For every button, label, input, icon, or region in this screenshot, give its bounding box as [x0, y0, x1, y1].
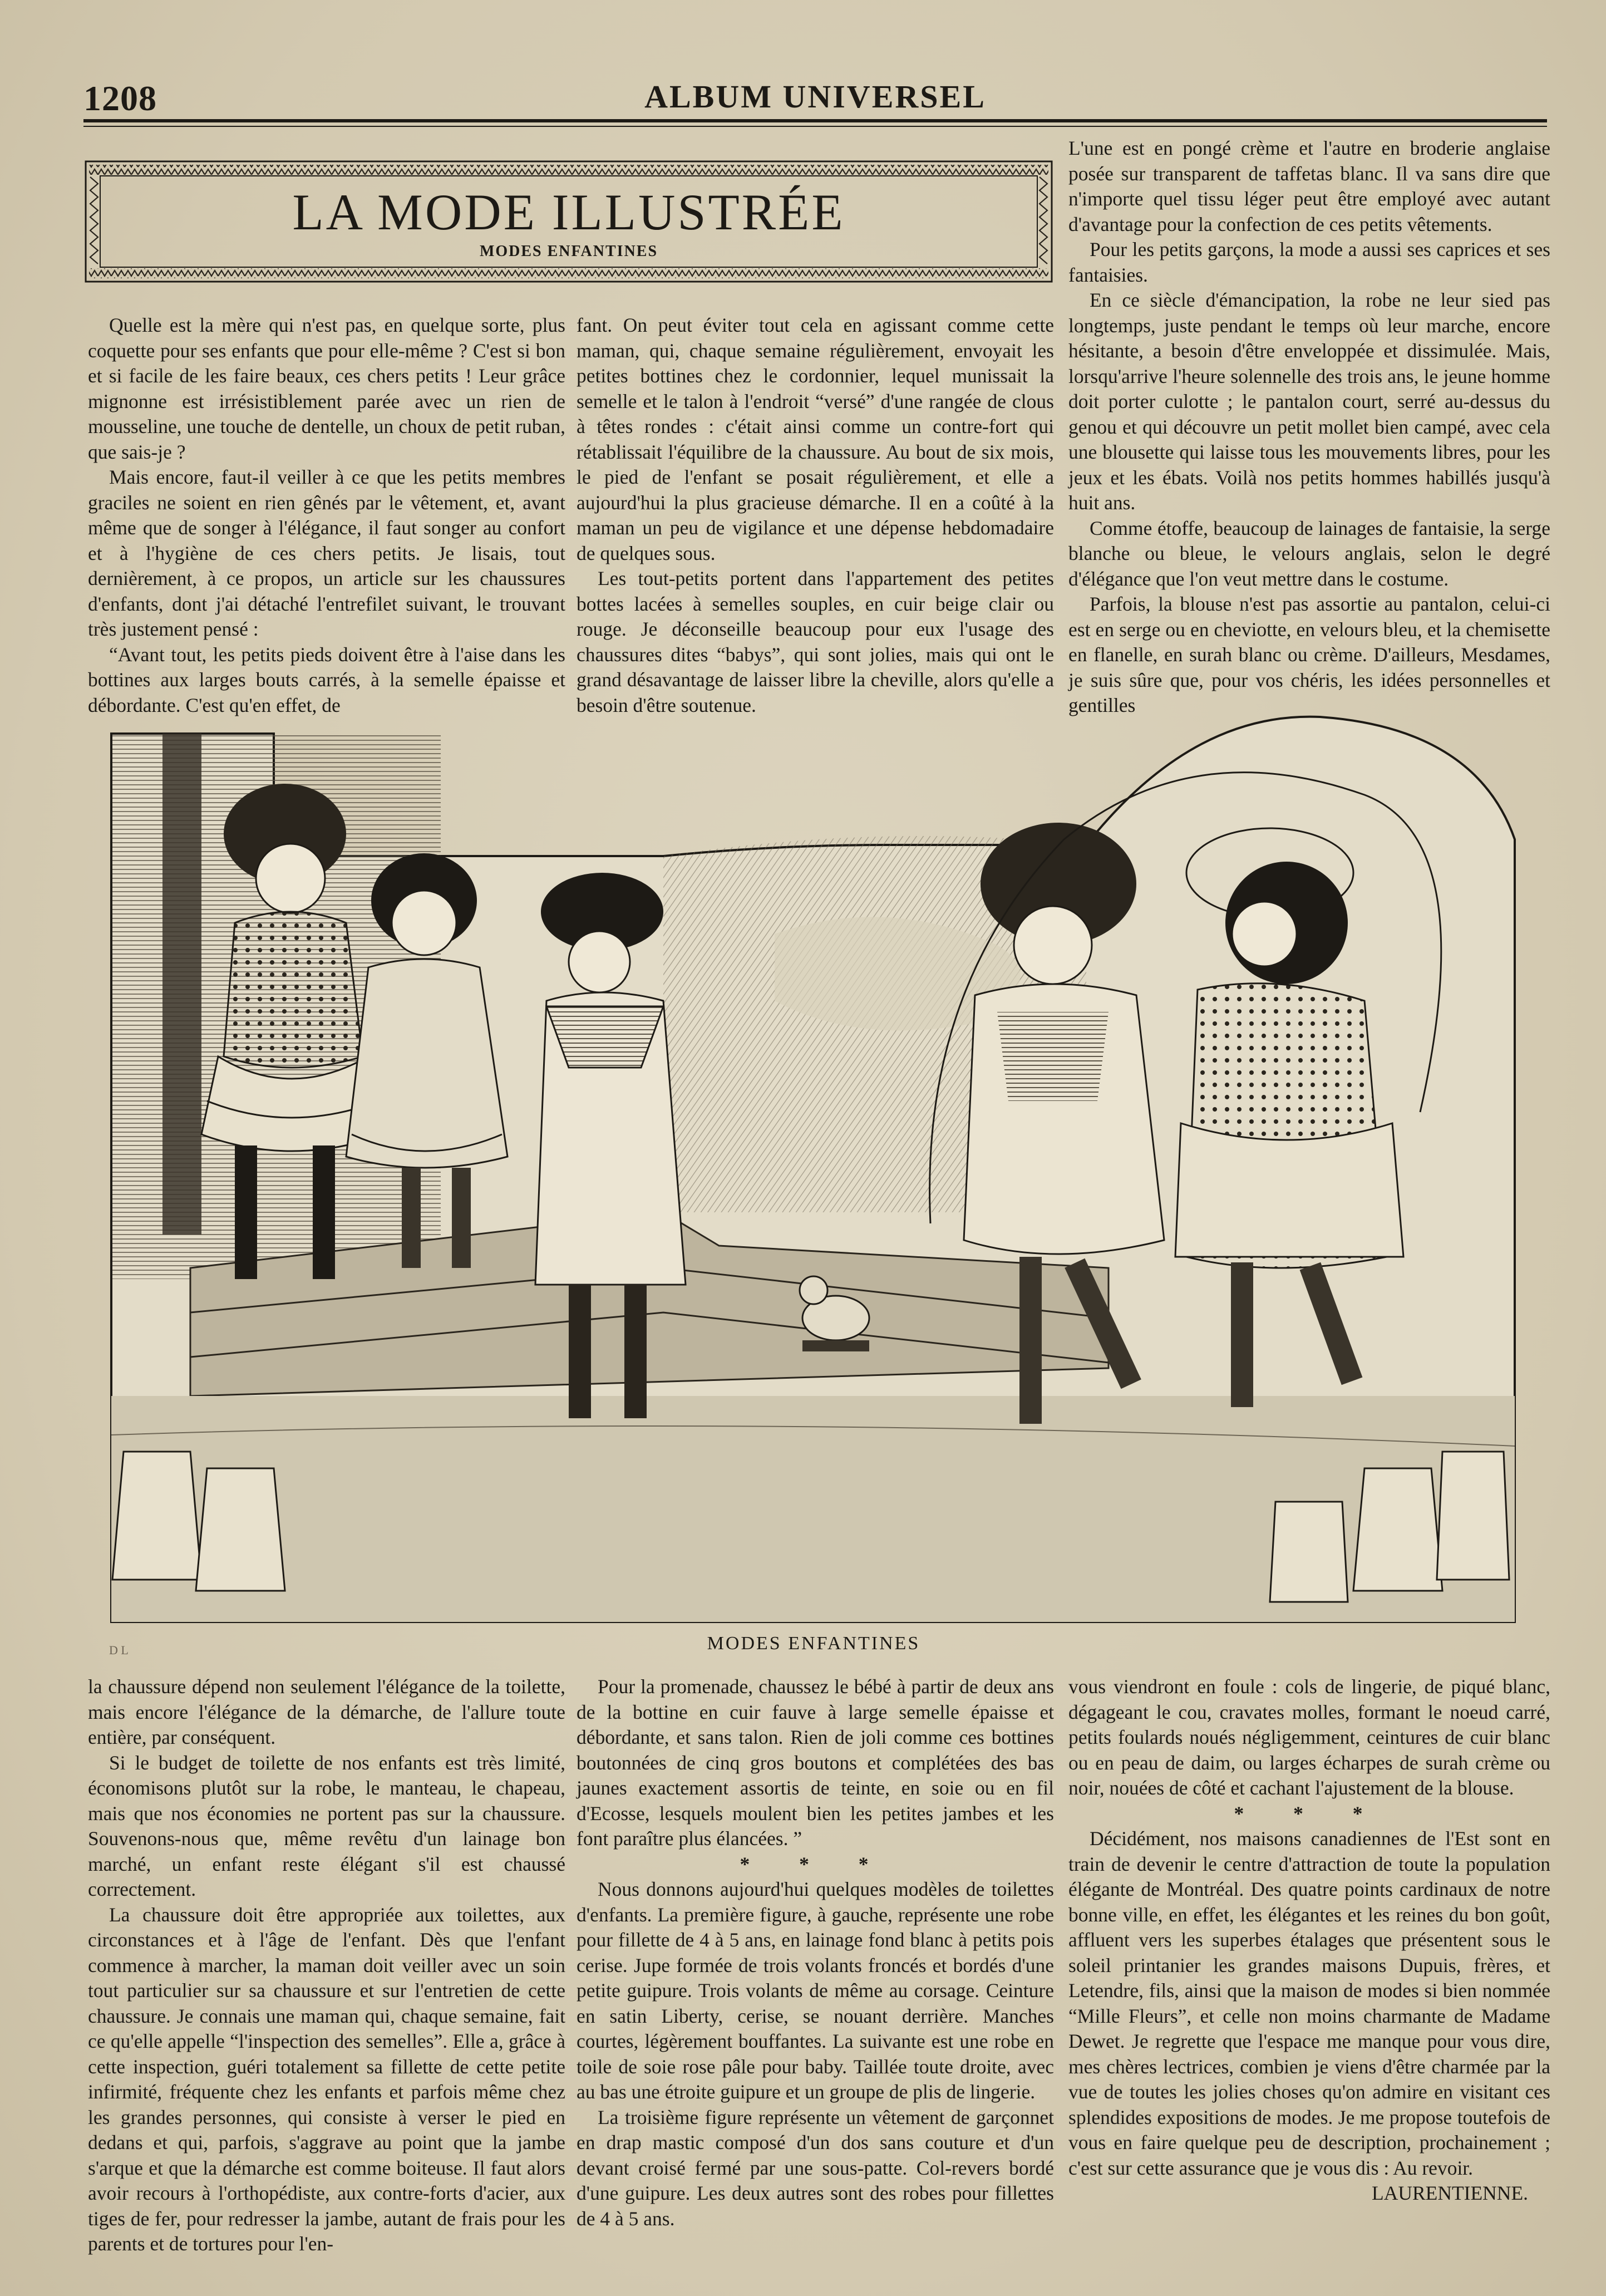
paragraph: En ce siècle d'émancipation, la robe ne leur sied pas longtemps, juste pendant le temps où leur marche, encore hésitante, a besoin d'être enveloppée et dissimulée. Mais, lorsqu'arrive l'heure solennelle des trois ans, le jeune homme doit porter culotte ; le pantalon court, serré au-dessus du genou et qui découvre un petit mollet bien campé, avec cela une blousette qui laisse tous les mouvements libres, pour les jeux et les ébats. Voilà nos petits hommes habillés jusqu'à huit ans.: [1068, 289, 1550, 514]
header-rule-thick: [83, 119, 1547, 122]
section-separator: * * *: [740, 1852, 891, 1875]
column-top-right: [1068, 136, 1550, 719]
article-title: LA MODE ILLUSTRÉE: [292, 184, 845, 240]
column-bottom-left: [88, 1674, 565, 2257]
paragraph: Nous donnons aujourd'hui quelques modèles de toilettes d'enfants. La première figure, à gauche, représente une robe pour fillette de 4 à 5 ans, en lainage fond blanc à petits pois cerise. Jupe formée de trois volants froncés et bordés d'une petite guipure. Trois volants de même au corsage. Ceinture en satin Liberty, cerise, se nouant derrière. Manches courtes, légèrement bouffantes. La suivante est une robe en toile de soie rose pâle pour baby. Taillée toute droite, avec au bas une étroite guipure et un groupe de plis de lingerie.: [577, 1878, 1054, 2103]
paragraph: L'une est en pongé crème et l'autre en broderie anglaise posée sur transparent de taffetas blanc. Il va sans dire que n'importe quel tissu léger peut être employé avec autant d'avantage pour la confection de ces petits vêtements.: [1068, 137, 1550, 235]
paragraph: La chaussure doit être appropriée aux toilettes, aux circonstances et à l'âge de l'enfant. Dès que l'enfant commence à marcher, la maman doit veiller avec un soin tout particulier sur sa chaussure et sur l'entretien de cette chaussure. Je connais une maman qui, chaque semaine, fait ce qu'elle appelle “l'inspection des semelles”. Elle a, grâce à cette inspection, guéri totalement sa fillette de cette petite infirmité, fréquente chez les enfants et parfois même chez les grandes personnes, qui consiste à verser le pied en dedans et qui, parfois, s'aggrave au point que la jambe s'arque et que la démarche est comme boiteuse. Il faut alors avoir recours à l'orthopédiste, aux contre-forts d'acier, aux tiges de fer, pour redresser la jambe, autant de frais pour les parents et de tortures pour l'en-: [88, 1903, 565, 2255]
paragraph: “Avant tout, les petits pieds doivent être à l'aise dans les bottines aux larges bouts carrés, à la semelle épaisse et débordante. C'est qu'en effet, de: [88, 643, 565, 716]
paragraph: La troisième figure représente un vêtement de garçonnet en drap mastic composé d'un dos sans couture et d'un devant croisé fermé par une sous-patte. Col-revers bordé d'une guipure. Les deux autres sont des robes pour fillettes de 4 à 5 ans.: [577, 2106, 1054, 2230]
paragraph: Si le budget de toilette de nos enfants est très limité, économisons plutôt sur la robe, le manteau, le chapeau, mais que nos économies ne portent pas sur la chaussure. Souvenons-nous que, même revêtu d'un lainage bon marché, un enfant reste élégant s'il est chaussé correctement.: [88, 1751, 565, 1900]
article-subtitle: MODES ENFANTINES: [479, 243, 658, 260]
article-title-box: [85, 160, 1053, 283]
paragraph: fant. On peut éviter tout cela en agissant comme cette maman, qui, chaque semaine régulièrement, envoyait les petites bottines chez le cordonnier, lequel munissait la semelle et le talon à l'endroit “versé” d'une rangée de clous à têtes rondes : c'était ainsi comme un contre-fort qui rétablissait l'équilibre de la chaussure. Au bout de six mois, le pied de l'enfant se posait régulièrement, et elle a aujourd'hui la plus gracieuse démarche. Il en a coûté à la maman un peu de vigilance et une dépense hebdomadaire de quelques sous.: [577, 314, 1054, 564]
page-header: [83, 78, 1547, 122]
paragraph: Parfois, la blouse n'est pas assortie au pantalon, celui-ci est en serge ou en cheviotte, en velours bleu, et la chemisette en flanelle, en surah blanc ou crème. D'ailleurs, Mesdames, je suis sûre que, pour vos chéris, les idées personnelles et gentilles: [1068, 593, 1550, 716]
paragraph: Mais encore, faut-il veiller à ce que les petits membres graciles ne soient en rien gênés par le vêtement, et, avant même que de songer à l'élégance, il faut songer au confort et à l'hygiène de ces chers petits. Je lisais, tout dernièrement, à ce propos, un article sur les chaussures d'enfants, dont j'ai détaché l'entrefilet suivant, le trouvant très justement pensé :: [88, 466, 565, 640]
fashion-illustration: [107, 711, 1520, 1625]
author-signature: LAURENTIENNE.: [1372, 2182, 1528, 2204]
column-top-middle: [577, 313, 1054, 718]
journal-title: ALBUM UNIVERSEL: [644, 78, 986, 115]
paragraph: Les tout-petits portent dans l'appartement des petites bottes lacées à semelles souples, en cuir beige clair ou rouge. Je déconseille beaucoup pour eux l'usage des chaussures dites “babys”, qui sont jolies, mais qui ont le grand désavantage de laisser libre la cheville, alors qu'elle a besoin d'être soutenue.: [577, 567, 1054, 716]
children-fashion-engraving: [107, 711, 1520, 1625]
paragraph: Pour la promenade, chaussez le bébé à partir de deux ans de la bottine en cuir fauve à large semelle épaisse et débordante, et sans talon. Rien de joli comme ces bottines boutonnées de cinq gros boutons et complétées des bas jaunes exactement assortis de teinte, en soie ou en fil d'Ecosse, lesquels moulent bien les petites jambes et les font paraître plus élancées. ”: [577, 1675, 1054, 1850]
paragraph: Quelle est la mère qui n'est pas, en quelque sorte, plus coquette pour ses enfants que pour elle-même ? C'est si bon et si facile de les faire beaux, ces chers petits ! Leur grâce mignonne est irrésistiblement parée avec un rien de mousseline, une touche de dentelle, un choux de petit ruban, que sais-je ?: [88, 314, 565, 463]
header-rule-thin: [83, 126, 1547, 127]
illustration-caption: MODES ENFANTINES: [707, 1633, 920, 1654]
column-bottom-middle: [577, 1674, 1054, 2231]
page-number: 1208: [83, 78, 157, 118]
section-separator: * * *: [1234, 1802, 1385, 1825]
column-top-left: [88, 313, 565, 718]
paragraph: Décidément, nos maisons canadiennes de l'Est sont en train de devenir le centre d'attraction de toute la population élégante de Montréal. Des quatre points cardinaux de notre bonne ville, en effet, les élégantes et les reines du bon goût, affluent vers les superbes étalages que présentent sous le soleil printanier les grandes maisons Dupuis, frères, et Letendre, fils, ainsi que la maison de modes si bien nommée “Mille Fleurs”, et celle non moins charmante de Madame Dewet. Je regrette que l'espace me manque pour vous dire, mes chères lectrices, combien je viens d'être charmée par la vue de toutes les jolies choses qu'on admire en visitant ces splendides expositions de modes. Je me propose toutefois de vous en faire quelque peu de description, prochainement ; c'est sur cette assurance que je vous dis : Au revoir.: [1068, 1827, 1550, 2179]
paragraph: vous viendront en foule : cols de lingerie, de piqué blanc, dégageant le cou, cravates molles, formant le noeud carré, petits foulards noués négligemment, ceintures de cuir blanc ou en peau de daim, ou larges écharpes de surah crème ou noir, nouées de côté et cachant l'ajustement de la blouse.: [1068, 1675, 1550, 1799]
paragraph: Pour les petits garçons, la mode a aussi ses caprices et ses fantaisies.: [1068, 238, 1550, 286]
paragraph: Comme étoffe, beaucoup de lainages de fantaisie, la serge blanche ou bleue, le velours anglais, selon le degré d'élégance que l'on veut mettre dans le costume.: [1068, 517, 1550, 590]
column-bottom-right: [1068, 1674, 1550, 2206]
paragraph: la chaussure dépend non seulement l'élégance de la toilette, mais encore l'élégance de la démarche, de l'allure toute entière, par conséquent.: [88, 1675, 565, 1748]
illustration-stamp: D L: [109, 1643, 129, 1657]
